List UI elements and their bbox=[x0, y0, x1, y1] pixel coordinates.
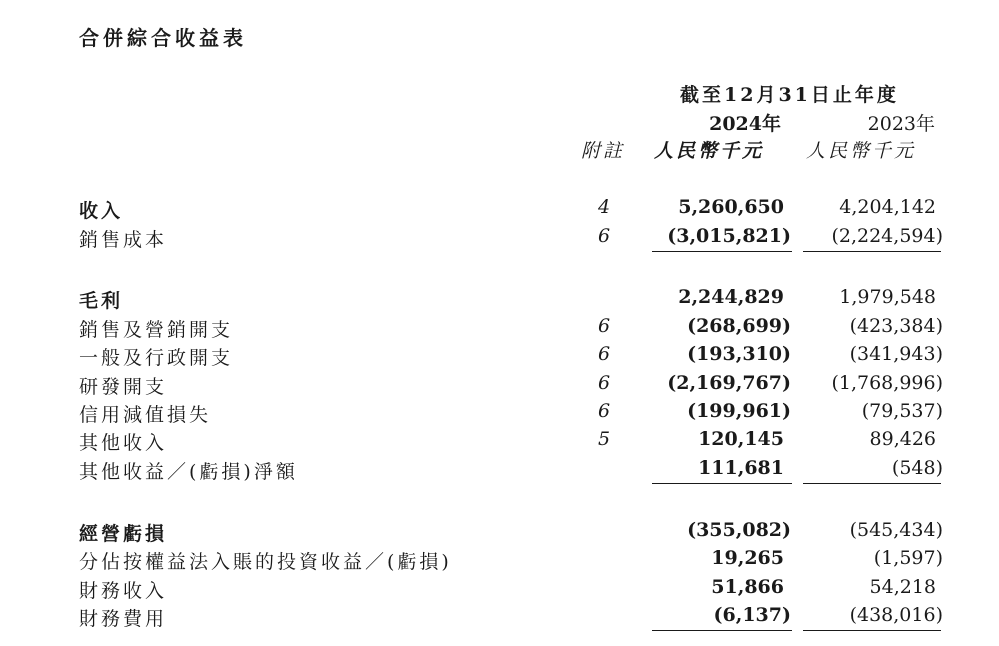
row-value-2023: (438,016) bbox=[849, 604, 943, 626]
row-note: 6 bbox=[597, 225, 611, 247]
row-label: 財務費用 bbox=[79, 608, 168, 630]
row-label: 一般及行政開支 bbox=[79, 347, 234, 369]
row-label: 其他收入 bbox=[79, 432, 168, 454]
row-label: 財務收入 bbox=[79, 580, 168, 602]
row-value-2024: (3,015,821) bbox=[667, 225, 791, 247]
row-selling-expenses bbox=[0, 315, 999, 341]
row-equity-method-share bbox=[0, 547, 999, 573]
row-admin-expenses bbox=[0, 343, 999, 369]
row-label: 銷售及營銷開支 bbox=[79, 319, 234, 341]
row-label: 毛利 bbox=[79, 290, 124, 312]
row-value-2024: (2,169,767) bbox=[667, 372, 791, 394]
subtotal-underline bbox=[803, 630, 941, 631]
row-value-2024: 5,260,650 bbox=[678, 196, 784, 218]
row-label: 信用減值損失 bbox=[79, 404, 212, 426]
row-value-2023: (1,768,996) bbox=[831, 372, 943, 394]
subtotal-underline bbox=[652, 251, 792, 252]
row-rnd-expenses bbox=[0, 372, 999, 398]
row-note: 6 bbox=[597, 315, 611, 337]
subtotal-underline bbox=[803, 483, 941, 484]
row-value-2024: (268,699) bbox=[687, 315, 791, 337]
row-value-2023: (341,943) bbox=[849, 343, 943, 365]
year-prior-header: 2023年 bbox=[867, 113, 935, 135]
period-header: 截至12月31日止年度 bbox=[680, 84, 899, 106]
row-cost-of-sales bbox=[0, 225, 999, 251]
unit-prior-header: 人民幣千元 bbox=[806, 140, 917, 162]
row-value-2023: (545,434) bbox=[849, 519, 943, 541]
row-value-2024: 111,681 bbox=[698, 457, 784, 479]
row-other-gains-losses bbox=[0, 457, 999, 483]
row-value-2023: 89,426 bbox=[869, 428, 936, 450]
unit-current-header: 人民幣千元 bbox=[654, 140, 765, 162]
row-note: 6 bbox=[597, 400, 611, 422]
year-current-header: 2024年 bbox=[709, 113, 781, 135]
row-value-2023: (79,537) bbox=[861, 400, 943, 422]
row-revenue bbox=[0, 196, 999, 222]
row-gross-profit bbox=[0, 286, 999, 312]
row-value-2024: 51,866 bbox=[711, 576, 784, 598]
row-value-2024: (6,137) bbox=[713, 604, 791, 626]
subtotal-underline bbox=[652, 483, 792, 484]
row-operating-loss bbox=[0, 519, 999, 545]
row-credit-impairment bbox=[0, 400, 999, 426]
row-note: 5 bbox=[597, 428, 611, 450]
row-label: 研發開支 bbox=[79, 376, 168, 398]
row-value-2024: (193,310) bbox=[687, 343, 791, 365]
row-value-2023: (2,224,594) bbox=[831, 225, 943, 247]
row-finance-costs bbox=[0, 604, 999, 630]
row-value-2023: (548) bbox=[891, 457, 943, 479]
row-note: 4 bbox=[597, 196, 611, 218]
statement-title: 合併綜合收益表 bbox=[79, 26, 247, 50]
row-note: 6 bbox=[597, 343, 611, 365]
row-value-2023: 1,979,548 bbox=[839, 286, 936, 308]
row-label: 分佔按權益法入賬的投資收益／(虧損) bbox=[79, 551, 452, 573]
row-value-2023: 4,204,142 bbox=[839, 196, 936, 218]
row-other-income bbox=[0, 428, 999, 454]
row-value-2024: (199,961) bbox=[687, 400, 791, 422]
subtotal-underline bbox=[652, 630, 792, 631]
row-note: 6 bbox=[597, 372, 611, 394]
row-finance-income bbox=[0, 576, 999, 602]
row-label: 收入 bbox=[79, 200, 124, 222]
row-value-2023: (423,384) bbox=[849, 315, 943, 337]
row-label: 經營虧損 bbox=[79, 523, 168, 545]
row-value-2023: 54,218 bbox=[869, 576, 936, 598]
row-value-2024: 2,244,829 bbox=[678, 286, 784, 308]
row-label: 其他收益／(虧損)淨額 bbox=[79, 461, 298, 483]
row-value-2024: 120,145 bbox=[698, 428, 784, 450]
note-column-header: 附註 bbox=[581, 140, 626, 162]
row-label: 銷售成本 bbox=[79, 229, 168, 251]
row-value-2024: (355,082) bbox=[687, 519, 791, 541]
row-value-2024: 19,265 bbox=[711, 547, 784, 569]
row-value-2023: (1,597) bbox=[873, 547, 943, 569]
subtotal-underline bbox=[803, 251, 941, 252]
